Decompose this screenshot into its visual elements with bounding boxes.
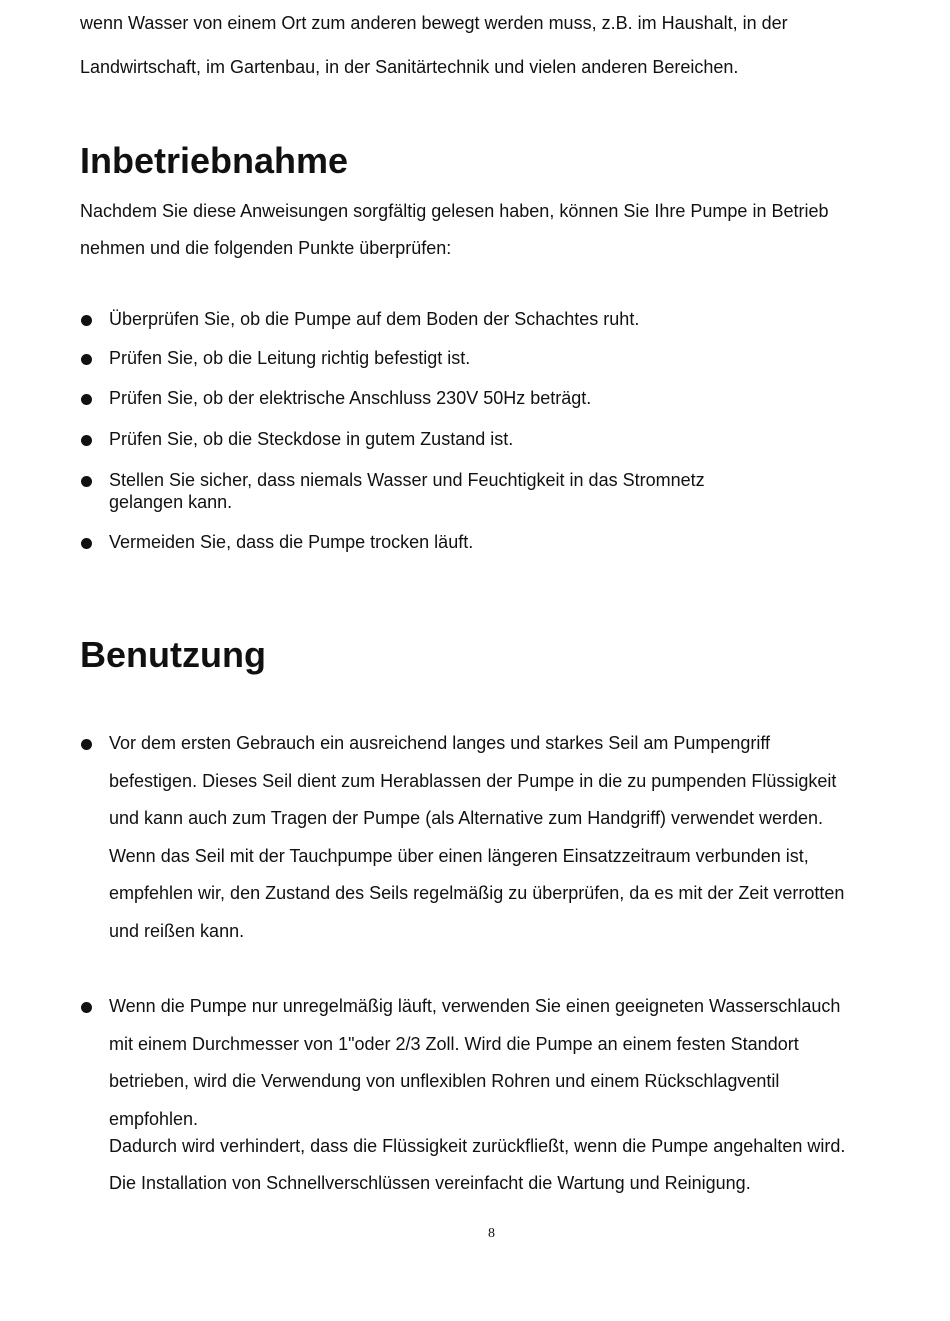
- bullet-icon: [81, 1002, 92, 1013]
- list-item: Stellen Sie sicher, dass niemals Wasser und Feuchtigkeit in das Stromnetz: [109, 470, 705, 490]
- list-item-continuation: empfohlen.: [109, 1109, 199, 1129]
- paragraph-line: nehmen und die folgenden Punkte überprüfen:: [80, 238, 452, 258]
- intro-line: Landwirtschaft, im Gartenbau, in der Sanitärtechnik und vielen anderen Bereichen.: [80, 57, 739, 77]
- list-item-continuation: und reißen kann.: [109, 921, 245, 941]
- list-item-continuation: Die Installation von Schnellverschlüssen vereinfacht die Wartung und Reinigung.: [109, 1173, 751, 1193]
- list-item-continuation: Wenn das Seil mit der Tauchpumpe über einen längeren Einsatzzeitraum verbunden ist,: [109, 846, 809, 866]
- list-item-continuation: Dadurch wird verhindert, dass die Flüssigkeit zurückfließt, wenn die Pumpe angehalten wird.: [109, 1136, 846, 1156]
- list-item: Überprüfen Sie, ob die Pumpe auf dem Boden der Schachtes ruht.: [109, 309, 640, 329]
- intro-line: wenn Wasser von einem Ort zum anderen bewegt werden muss, z.B. im Haushalt, in der: [80, 13, 788, 33]
- list-item-continuation: und kann auch zum Tragen der Pumpe (als Alternative zum Handgriff) verwendet werden.: [109, 808, 824, 828]
- list-item: Prüfen Sie, ob der elektrische Anschluss 230V 50Hz beträgt.: [109, 388, 592, 408]
- list-item: Prüfen Sie, ob die Steckdose in gutem Zustand ist.: [109, 429, 514, 449]
- list-item: Vor dem ersten Gebrauch ein ausreichend langes und starkes Seil am Pumpengriff: [109, 733, 771, 753]
- bullet-icon: [81, 315, 92, 326]
- paragraph-line: Nachdem Sie diese Anweisungen sorgfältig gelesen haben, können Sie Ihre Pumpe in Betrieb: [80, 201, 829, 221]
- list-item-continuation: mit einem Durchmesser von 1"oder 2/3 Zoll. Wird die Pumpe an einem festen Standort: [109, 1034, 799, 1054]
- page-number: 8: [488, 1226, 495, 1241]
- bullet-icon: [81, 538, 92, 549]
- bullet-icon: [81, 394, 92, 405]
- list-item: Wenn die Pumpe nur unregelmäßig läuft, verwenden Sie einen geeigneten Wasserschlauch: [109, 996, 841, 1016]
- list-item-continuation: gelangen kann.: [109, 492, 233, 512]
- section-heading-benutzung: Benutzung: [80, 634, 266, 675]
- bullet-icon: [81, 476, 92, 487]
- list-item-continuation: befestigen. Dieses Seil dient zum Herablassen der Pumpe in die zu pumpenden Flüssigkeit: [109, 771, 837, 791]
- bullet-icon: [81, 354, 92, 365]
- section-heading-inbetriebnahme: Inbetriebnahme: [80, 140, 349, 181]
- list-item-continuation: betrieben, wird die Verwendung von unflexiblen Rohren und einem Rückschlagventil: [109, 1071, 780, 1091]
- list-item-continuation: empfehlen wir, den Zustand des Seils regelmäßig zu überprüfen, da es mit der Zeit verrotten: [109, 883, 845, 903]
- list-item: Vermeiden Sie, dass die Pumpe trocken läuft.: [109, 532, 474, 552]
- bullet-icon: [81, 739, 92, 750]
- bullet-icon: [81, 435, 92, 446]
- list-item: Prüfen Sie, ob die Leitung richtig befestigt ist.: [109, 348, 471, 368]
